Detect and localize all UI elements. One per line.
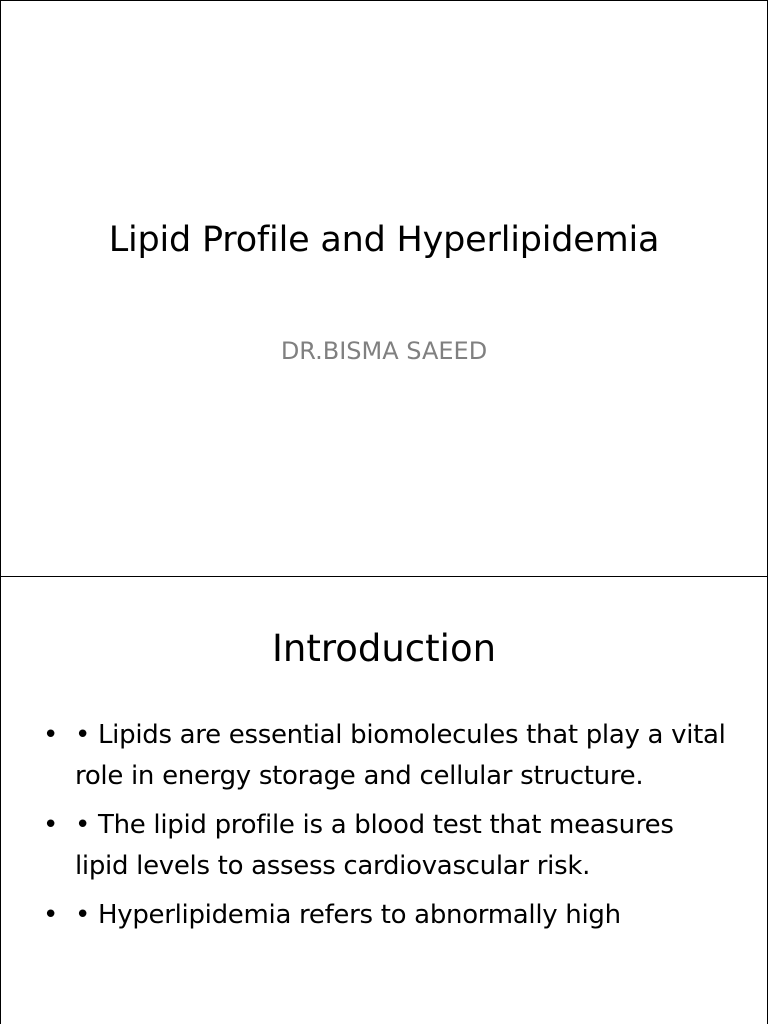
introduction-slide [0, 576, 768, 1024]
bullet-marker: • [43, 900, 59, 930]
bullet-text: • Hyperlipidemia refers to abnormally high [75, 900, 621, 930]
bullet-text: • The lipid profile is a blood test that measures lipid levels to assess cardiovascular risk. [75, 810, 674, 881]
bullet-item [43, 895, 727, 936]
bullet-item [43, 715, 727, 797]
bullet-item [43, 805, 727, 887]
presenter-name: DR.BISMA SAEED [280, 337, 488, 365]
bullet-list [43, 715, 727, 944]
bullet-marker: • [43, 810, 59, 840]
bullet-text: • Lipids are essential biomolecules that play a vital role in energy storage and cellular structure. [75, 720, 726, 791]
presentation-title: Lipid Profile and Hyperlipidemia [108, 220, 660, 260]
bullet-marker: • [43, 720, 59, 750]
slide-heading: Introduction [271, 627, 497, 670]
